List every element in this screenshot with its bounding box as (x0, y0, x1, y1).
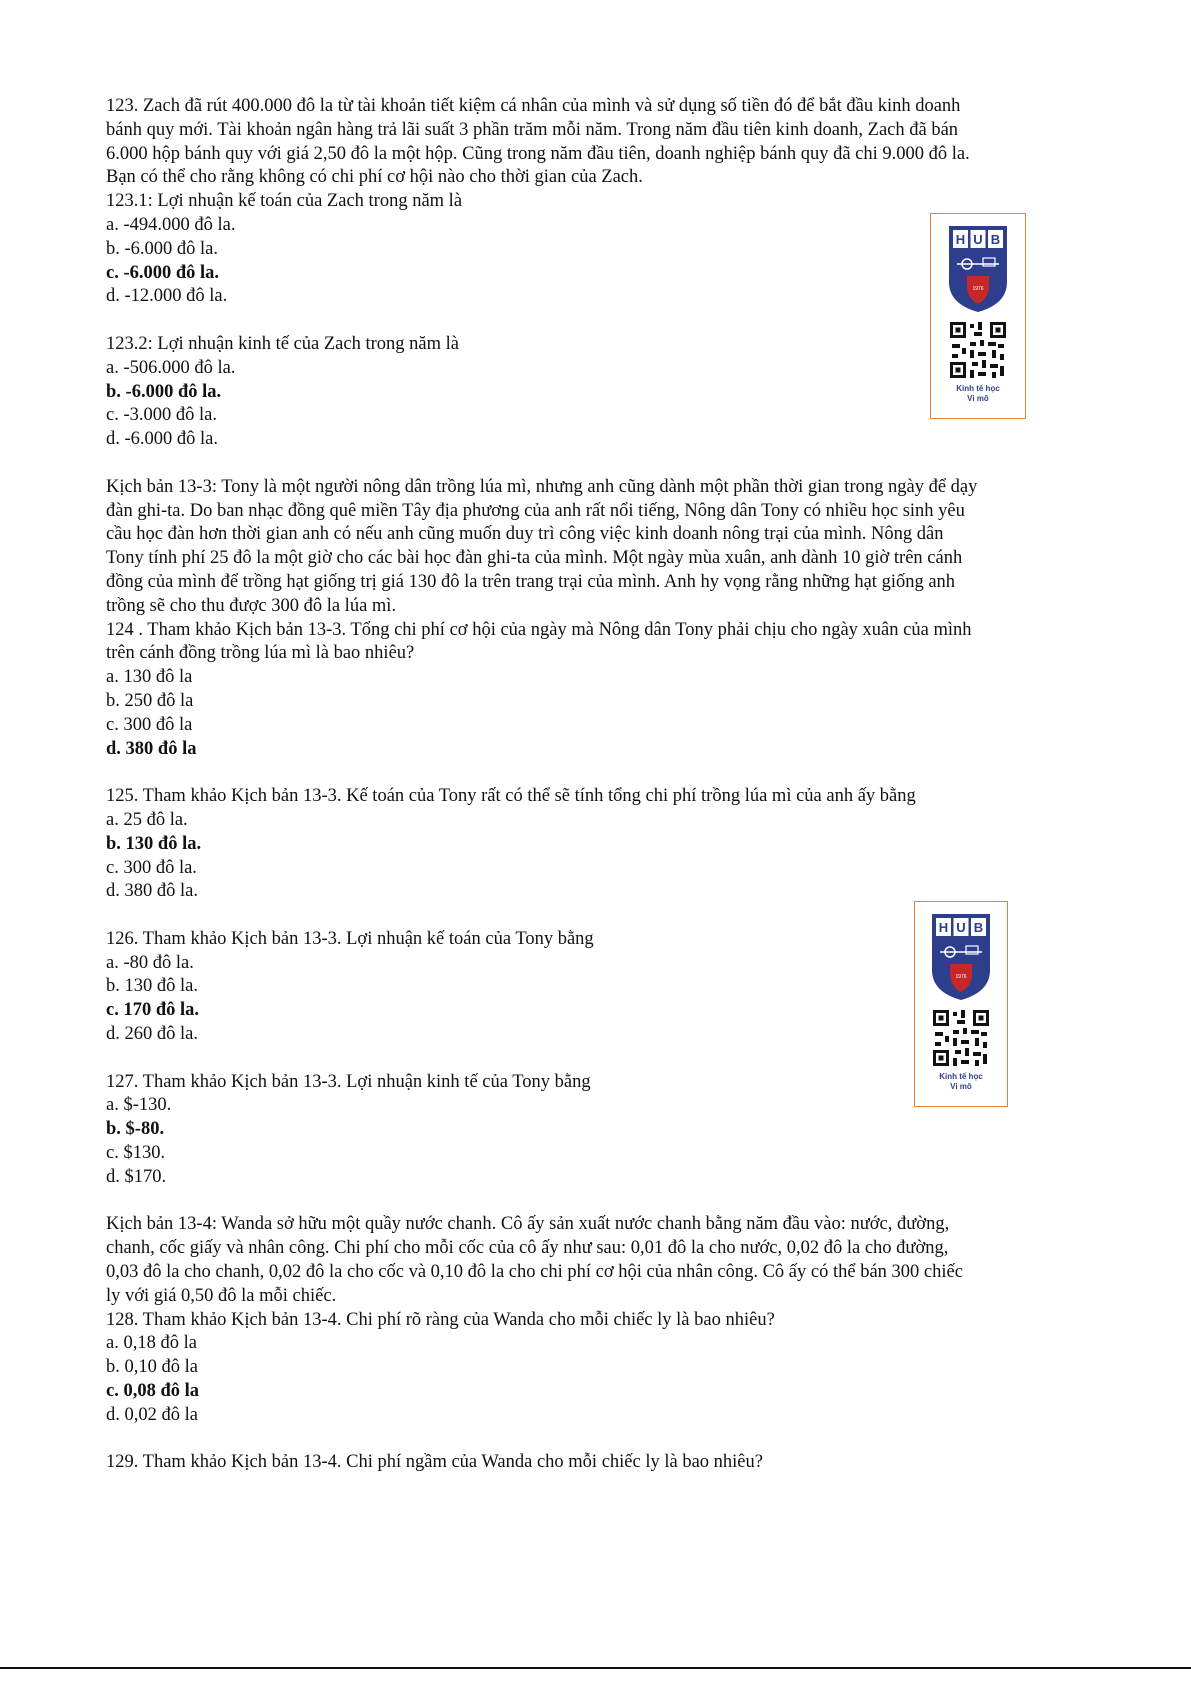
qr-code-icon (948, 320, 1008, 380)
badge-letter-b: B (990, 232, 1001, 247)
hub-badge (914, 901, 1008, 1107)
option-b-correct: b. 130 đô la. (106, 833, 202, 854)
question-prompt: 123.2: Lợi nhuận kinh tế của Zach trong năm là (106, 333, 459, 354)
badge-caption (939, 1072, 983, 1092)
text-line: 0,03 đô la cho chanh, 0,02 đô la cho cốc và 0,10 đô la cho chi phí cơ hội của nhân công. Cô ấy có thể bán 300 chiếc (106, 1262, 963, 1283)
text-line: 123. Zach đã rút 400.000 đô la từ tài khoản tiết kiệm cá nhân của mình và sử dụng số tiền đó để bắt đầu kinh doanh (106, 96, 961, 116)
text-line: 6.000 hộp bánh quy với giá 2,50 đô la một hộp. Cũng trong năm đầu tiên, doanh nghiệp bánh quy đã chi 9.000 đô la. (106, 143, 970, 164)
option-a: a. -506.000 đô la. (106, 357, 236, 378)
option-a: a. $-130. (106, 1095, 172, 1116)
option-a: a. 130 đô la (106, 667, 193, 688)
badge-letter-u: U (956, 920, 966, 935)
badge-letter-b: B (973, 920, 984, 935)
option-d: d. -6.000 đô la. (106, 429, 219, 450)
option-b: b. 250 đô la (106, 690, 194, 711)
badge-letter-h: H (938, 920, 949, 935)
text-line: đồng của mình để trồng hạt giống trị giá 130 đô la trên trang trại của mình. Anh hy vọng rằng những hạt giống anh (106, 571, 956, 592)
text-line: trên cánh đồng trồng lúa mì là bao nhiêu? (106, 643, 415, 664)
qr-code-icon (931, 1008, 991, 1068)
question-prompt: 125. Tham khảo Kịch bản 13-3. Kế toán của Tony rất có thể sẽ tính tổng chi phí trồng lúa mì của anh ấy bằng (106, 786, 916, 807)
badge-letter-u: U (973, 232, 983, 247)
option-b: b. 130 đô la. (106, 976, 198, 997)
question-prompt: 123.1: Lợi nhuận kế toán của Zach trong năm là (106, 191, 463, 212)
text-line: Bạn có thể cho rằng không có chi phí cơ hội nào cho thời gian của Zach. (106, 167, 643, 188)
badge-caption-line-2: Vi mô (967, 394, 989, 403)
option-c-correct: c. 170 đô la. (106, 1000, 200, 1021)
text-line: ly với giá 0,50 đô la mỗi chiếc. (106, 1285, 337, 1306)
hub-badge (930, 213, 1026, 419)
badge-year: 1976 (955, 974, 967, 980)
page-bottom-rule (0, 1667, 1191, 1669)
hub-shield-logo (930, 912, 992, 1002)
question-prompt: 127. Tham khảo Kịch bản 13-3. Lợi nhuận kinh tế của Tony bằng (106, 1071, 591, 1092)
badge-caption (956, 384, 1000, 404)
option-c: c. $130. (106, 1143, 166, 1164)
text-line: Kịch bản 13-4: Wanda sở hữu một quầy nước chanh. Cô ấy sản xuất nước chanh bằng năm đầu vào: nước, đường, (106, 1214, 950, 1235)
question-prompt: 126. Tham khảo Kịch bản 13-3. Lợi nhuận kế toán của Tony bằng (106, 928, 594, 949)
option-d: d. $170. (106, 1166, 167, 1187)
option-c-correct: c. -6.000 đô la. (106, 262, 220, 283)
text-line: Tony tính phí 25 đô la một giờ cho các bài học đàn ghi-ta của mình. Một ngày mùa xuân, anh dành 10 giờ trên cánh (106, 548, 963, 569)
badge-letter-h: H (955, 232, 966, 247)
option-b: b. 0,10 đô la (106, 1357, 198, 1378)
question-128 (106, 1309, 1096, 1428)
text-line: Kịch bản 13-3: Tony là một người nông dân trồng lúa mì, nhưng anh cũng dành một phần thời gian trong ngày để dạy (106, 476, 978, 497)
badge-year: 1976 (972, 286, 984, 292)
option-d: d. -12.000 đô la. (106, 286, 228, 307)
question-124 (106, 619, 1096, 762)
hub-shield-logo (947, 224, 1009, 314)
text-line: cầu học đàn hơn thời gian anh có nếu anh cũng muốn duy trì công việc kinh doanh nông trại của mình. Nông dân (106, 524, 944, 545)
option-c: c. 300 đô la (106, 714, 193, 735)
option-b: b. -6.000 đô la. (106, 238, 219, 259)
option-a: a. -80 đô la. (106, 952, 194, 973)
question-123-stem (106, 95, 1096, 190)
scenario-13-4 (106, 1213, 1096, 1308)
option-b-correct: b. $-80. (106, 1119, 165, 1140)
option-d: d. 0,02 đô la (106, 1404, 198, 1425)
option-c: c. 300 đô la. (106, 857, 197, 878)
option-a: a. 25 đô la. (106, 809, 188, 830)
text-line: 124 . Tham khảo Kịch bản 13-3. Tổng chi phí cơ hội của ngày mà Nông dân Tony phải chịu cho ngày xuân của mình (106, 619, 972, 640)
badge-caption-line-2: Vi mô (950, 1082, 972, 1091)
option-d: d. 380 đô la. (106, 881, 198, 902)
option-b-correct: b. -6.000 đô la. (106, 381, 222, 402)
badge-caption-line-1: Kinh tế học (956, 384, 1000, 393)
question-125 (106, 785, 1096, 904)
question-prompt: 129. Tham khảo Kịch bản 13-4. Chi phí ngầm của Wanda cho mỗi chiếc ly là bao nhiêu? (106, 1452, 763, 1473)
scenario-13-3 (106, 476, 1096, 619)
option-d: d. 260 đô la. (106, 1024, 198, 1045)
option-d-correct: d. 380 đô la (106, 738, 197, 759)
text-line: chanh, cốc giấy và nhân công. Chi phí cho mỗi cốc của cô ấy như sau: 0,01 đô la cho nước, 0,02 đô la cho đường, (106, 1238, 949, 1259)
option-c: c. -3.000 đô la. (106, 405, 217, 426)
question-prompt: 128. Tham khảo Kịch bản 13-4. Chi phí rõ ràng của Wanda cho mỗi chiếc ly là bao nhiêu? (106, 1309, 775, 1330)
option-a: a. -494.000 đô la. (106, 214, 236, 235)
text-line: trồng sẽ cho thu được 300 đô la lúa mì. (106, 595, 397, 616)
text-line: bánh quy mới. Tài khoản ngân hàng trả lãi suất 3 phần trăm mỗi năm. Trong năm đầu tiên kinh doanh, Zach đã bán (106, 119, 959, 140)
option-a: a. 0,18 đô la (106, 1333, 197, 1354)
text-line: đàn ghi-ta. Do ban nhạc đồng quê miền Tây địa phương của anh rất nổi tiếng, Nông dân Tony có nhiều học sinh yêu (106, 500, 965, 521)
question-129 (106, 1451, 1096, 1475)
option-c-correct: c. 0,08 đô la (106, 1381, 200, 1402)
badge-caption-line-1: Kinh tế học (939, 1072, 983, 1081)
